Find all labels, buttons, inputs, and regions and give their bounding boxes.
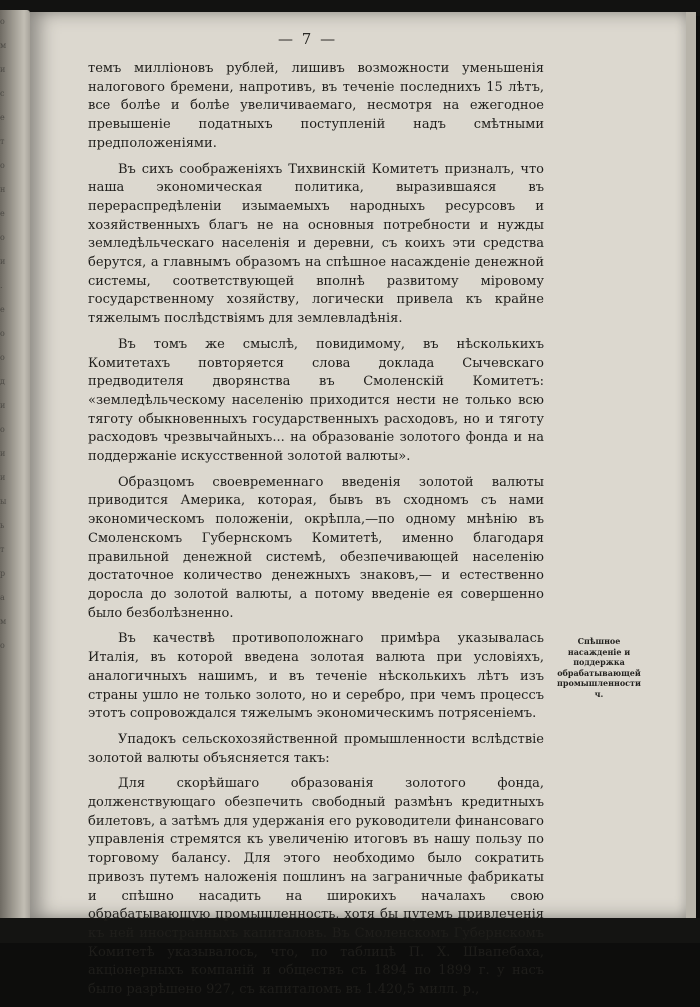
page-right-edge [686,12,696,918]
paragraph: Въ томъ же смыслѣ, повидимому, въ нѣсколькихъ Комитетахъ повторяется слова доклада Сычевскаго предводителя дворянства въ Смоленскiй Комитетъ: «земледѣльческому населенiю приходится нести не только всю тяготу обыкновенныхъ государственныхъ расходовъ, но и тяготу расходовъ чрезвычайныхъ... на образованiе золотого фонда и на поддержанiе искусственной золотой валюты». [88,336,544,465]
paragraph: Въ качествѣ противоположнаго примѣра указывалась Италiя, въ которой введена золотая валюта при условiяхъ, аналогичныхъ нашимъ, и въ теченiе нѣсколькихъ лѣтъ изъ страны ушло не только золото, но и серебро, при чемъ процессъ этотъ сопровождался тяжелымъ экономическимъ потрясенiемъ. [88,631,544,722]
adjacent-page-text: о м и с е т о н e о и . е о о д и о и и ы ь т р а м о [0,17,6,650]
page-number: — 7 — [278,30,338,48]
paragraph: Для скорѣйшаго образованiя золотого фонда, долженствующаго обезпечить свободный размѣнъ кредитныхъ билетовъ, а затѣмъ для удержанiя его руководители финансоваго управленiя стремятся къ увеличенiю итоговъ въ нашу пользу по торговому балансу. Для этого необходимо было сократить привозъ путемъ наложенiя пошлинъ на заграничные фабрикаты и спѣшно насадить на широкихъ началахъ свою обрабатывающую промышленность, хотя бы путемъ привлеченiя къ ней иностранныхъ капиталовъ. Въ Смоленскомъ Губернскомъ Комитетѣ указывалось, что, по таблицѣ П. Х. Швапебаха, акцiонерныхъ компанiй и обществъ съ 1894 по 1899 г. у насъ было разрѣшено 927, съ капиталомъ въ 1.420,5 милл. р., [88,776,544,998]
paragraph: Въ сихъ соображенiяхъ Тихвинскiй Комитетъ призналъ, что наша экономическая политика, выразившаяся въ перераспредѣленiи изымаемыхъ народныхъ ресурсовъ и хозяйственныхъ благъ не на основныя потребности и нужды земледѣльческаго населенiя и деревни, съ коихъ эти средства берутся, а главнымъ образомъ на спѣшное насажденiе денежной системы, соответствующей вполнѣ развитому мiровому государственному хозяйству, логически привела къ крайне тяжелымъ послѣдствiямъ для землевладѣнiя. [88,161,544,327]
margin-note: Спѣшное насажденiе и поддержка обрабатывающей промышленности ч. [557,636,641,699]
adjacent-page-edge [0,10,30,930]
paragraph: темъ миллiоновъ рублей, лишивъ возможности уменьшенiя налогового бремени, напротивъ, въ теченiе последнихъ 15 лѣтъ, все болѣе и болѣе увеличиваемаго, несмотря на ежегодное превышенiе податныхъ поступленiй надъ смѣтными предположенiями. [88,61,544,151]
paragraph: Образцомъ своевременнаго введенiя золотой валюты приводится Америка, которая, бывъ въ сходномъ съ нами экономическомъ положенiи, окрѣпла,—по одному мнѣнiю въ Смоленскомъ Губернскомъ Комитетѣ, именно благодаря правильной денежной системѣ, обезпечивающей населенiю достаточное количество денежныхъ знаковъ,— и естественно доросла до золотой валюты, а потому введенiе ея совершенно было безболѣзненно. [88,474,544,621]
paragraph: Упадокъ сельскохозяйственной промышленности вслѣдствiе золотой валюты объясняется такъ: [88,731,544,766]
page-body [88,60,544,1007]
